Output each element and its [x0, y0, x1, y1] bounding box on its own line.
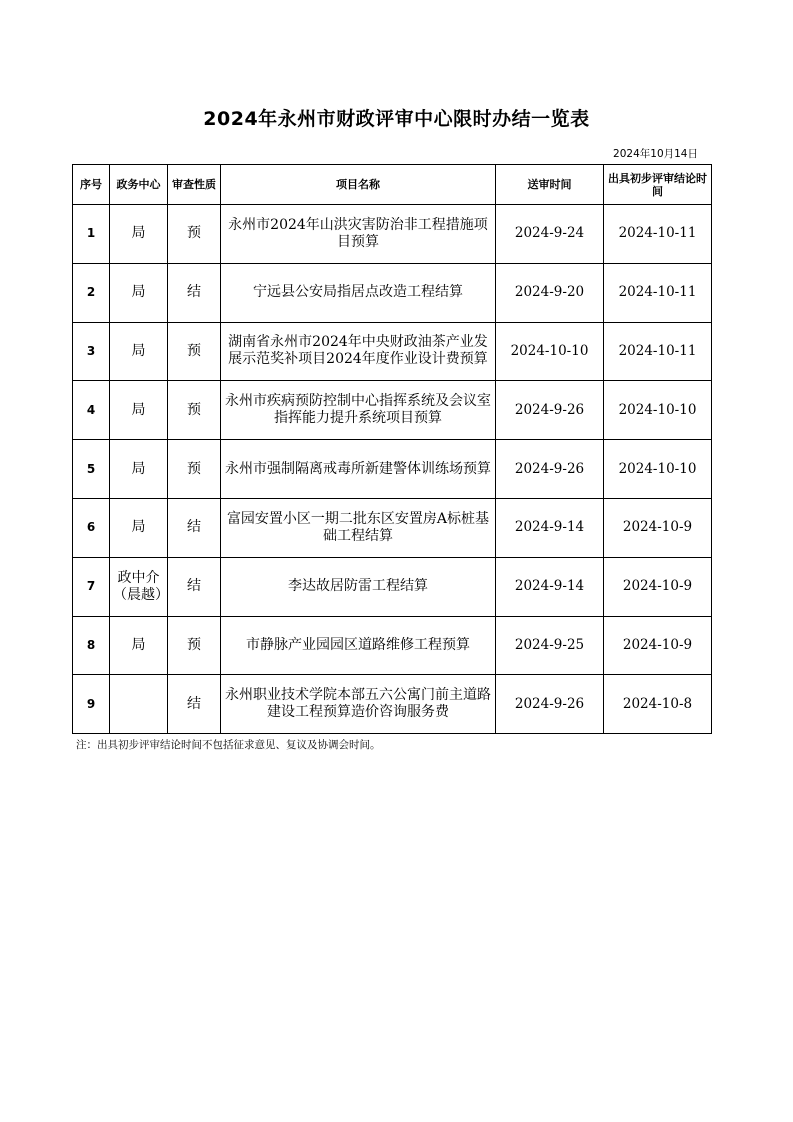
table-row [73, 440, 712, 499]
cell-project-name: 湖南省永州市2024年中央财政油茶产业发展示范奖补项目2024年度作业设计费预算 [221, 322, 496, 381]
header-review-type: 审查性质 [168, 165, 221, 205]
cell-result-time: 2024-10-9 [604, 498, 712, 557]
cell-center [110, 675, 168, 734]
cell-project-name: 富园安置小区一期二批东区安置房A标桩基础工程结算 [221, 498, 496, 557]
cell-seq: 6 [73, 498, 110, 557]
report-date: 2024年10月14日 [613, 148, 698, 160]
cell-project-name: 永州市疾病预防控制中心指挥系统及会议室指挥能力提升系统项目预算 [221, 381, 496, 440]
cell-seq: 5 [73, 440, 110, 499]
cell-result-time: 2024-10-11 [604, 263, 712, 322]
header-project: 项目名称 [221, 165, 496, 205]
cell-send-time: 2024-9-14 [496, 557, 604, 616]
cell-seq: 1 [73, 205, 110, 264]
cell-review-type: 预 [168, 322, 221, 381]
cell-center: 局 [110, 616, 168, 675]
cell-center: 局 [110, 322, 168, 381]
cell-center: 局 [110, 498, 168, 557]
cell-project-name: 永州市强制隔离戒毒所新建警体训练场预算 [221, 440, 496, 499]
cell-seq: 7 [73, 557, 110, 616]
table-row [73, 322, 712, 381]
cell-seq: 2 [73, 263, 110, 322]
cell-project-name: 李达故居防雷工程结算 [221, 557, 496, 616]
cell-result-time: 2024-10-9 [604, 557, 712, 616]
cell-seq: 4 [73, 381, 110, 440]
cell-result-time: 2024-10-11 [604, 205, 712, 264]
header-seq: 序号 [73, 165, 110, 205]
cell-result-time: 2024-10-9 [604, 616, 712, 675]
cell-project-name: 永州职业技术学院本部五六公寓门前主道路建设工程预算造价咨询服务费 [221, 675, 496, 734]
approval-table [72, 164, 712, 734]
cell-review-type: 结 [168, 557, 221, 616]
cell-project-name: 市静脉产业园园区道路维修工程预算 [221, 616, 496, 675]
cell-project-name: 宁远县公安局指居点改造工程结算 [221, 263, 496, 322]
cell-result-time: 2024-10-8 [604, 675, 712, 734]
cell-result-time: 2024-10-11 [604, 322, 712, 381]
cell-project-name: 永州市2024年山洪灾害防治非工程措施项目预算 [221, 205, 496, 264]
footnote: 注：出具初步评审结论时间不包括征求意见、复议及协调会时间。 [76, 739, 381, 751]
cell-center: 政中介（晨越） [110, 557, 168, 616]
table-row [73, 263, 712, 322]
cell-seq: 9 [73, 675, 110, 734]
cell-seq: 8 [73, 616, 110, 675]
cell-review-type: 结 [168, 263, 221, 322]
header-send-time: 送审时间 [496, 165, 604, 205]
header-result-time: 出具初步评审结论时间 [604, 165, 712, 205]
cell-seq: 3 [73, 322, 110, 381]
cell-result-time: 2024-10-10 [604, 440, 712, 499]
table-row [73, 205, 712, 264]
cell-center: 局 [110, 381, 168, 440]
table-row [73, 557, 712, 616]
page-title: 2024年永州市财政评审中心限时办结一览表 [203, 108, 590, 130]
cell-send-time: 2024-9-26 [496, 381, 604, 440]
table-row [73, 675, 712, 734]
cell-send-time: 2024-9-25 [496, 616, 604, 675]
cell-result-time: 2024-10-10 [604, 381, 712, 440]
cell-review-type: 预 [168, 381, 221, 440]
cell-send-time: 2024-9-26 [496, 440, 604, 499]
cell-send-time: 2024-9-26 [496, 675, 604, 734]
table-row [73, 498, 712, 557]
cell-review-type: 预 [168, 616, 221, 675]
cell-review-type: 结 [168, 498, 221, 557]
cell-center: 局 [110, 205, 168, 264]
cell-center: 局 [110, 440, 168, 499]
cell-review-type: 结 [168, 675, 221, 734]
cell-review-type: 预 [168, 440, 221, 499]
table-header-row [73, 165, 712, 205]
cell-send-time: 2024-9-14 [496, 498, 604, 557]
cell-send-time: 2024-9-20 [496, 263, 604, 322]
table-row [73, 616, 712, 675]
cell-send-time: 2024-10-10 [496, 322, 604, 381]
cell-send-time: 2024-9-24 [496, 205, 604, 264]
header-center: 政务中心 [110, 165, 168, 205]
cell-center: 局 [110, 263, 168, 322]
table-row [73, 381, 712, 440]
cell-review-type: 预 [168, 205, 221, 264]
